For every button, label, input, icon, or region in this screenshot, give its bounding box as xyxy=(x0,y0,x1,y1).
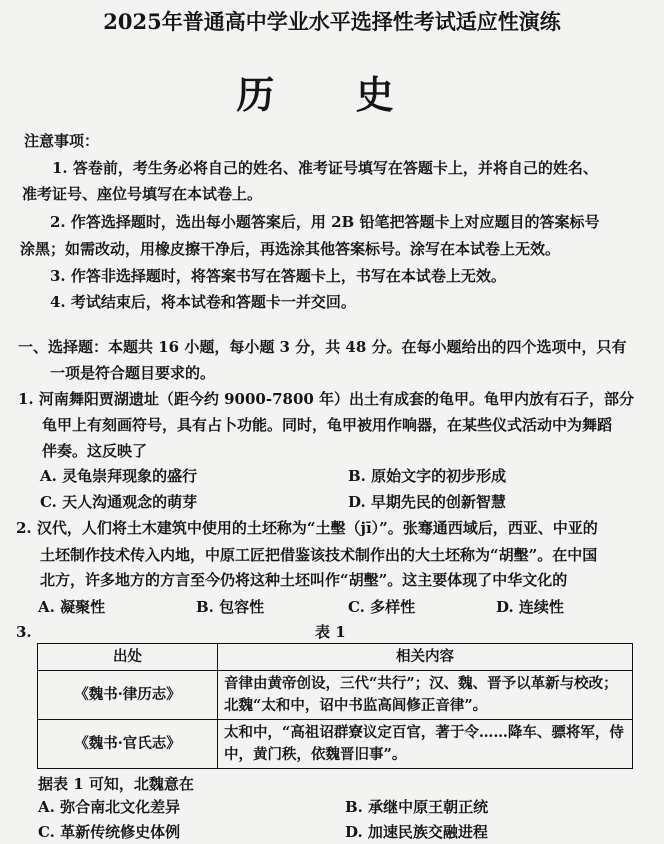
notice-heading: 注意事项： xyxy=(24,132,100,150)
q3-option-c: C. 革新传统修史体例 xyxy=(38,823,181,841)
question-2-text: 北方，许多地方的方言至今仍将这种土坯叫作“胡墼”。这主要体现了中华文化的 xyxy=(40,571,568,589)
notice-line: 4. 考试结束后，将本试卷和答题卡一并交回。 xyxy=(50,293,356,311)
q2-option-d: D. 连续性 xyxy=(496,598,564,616)
question-1-text: 伴奏。这反映了 xyxy=(42,442,148,460)
q3-option-d: D. 加速民族交融进程 xyxy=(345,823,488,841)
table-header: 出处 xyxy=(38,644,218,671)
q3-option-b: B. 承继中原王朝正统 xyxy=(345,798,489,816)
q1-option-d: D. 早期先民的创新智慧 xyxy=(348,493,506,511)
q1-option-c: C. 天人沟通观念的萌芽 xyxy=(40,493,198,511)
question-3-stem: 据表 1 可知，北魏意在 xyxy=(38,775,194,793)
question-2-text: 2. 汉代，人们将土木建筑中使用的土坯称为“土墼（jī）”。张骞通西域后，西亚、中亚的 xyxy=(16,519,598,537)
question-3-number: 3. xyxy=(16,623,32,641)
table-header: 相关内容 xyxy=(218,644,633,671)
notice-line: 1. 答卷前，考生务必将自己的姓名、准考证号填写在答题卡上，并将自己的姓名、 xyxy=(52,159,598,177)
q3-option-a: A. 弥合南北文化差异 xyxy=(38,798,181,816)
table-cell-content: 太和中，“高祖诏群寮议定百官，著于令……降车、骠将军，侍中，黄门秩，依魏晋旧事”。 xyxy=(218,720,633,769)
source-table xyxy=(37,643,633,769)
notice-line: 涂黑；如需改动，用橡皮擦干净后，再选涂其他答案标号。涂写在本试卷上无效。 xyxy=(20,240,561,258)
table-row xyxy=(38,671,633,720)
section-instructions: 一、选择题：本题共 16 小题，每小题 3 分，共 48 分。在每小题给出的四个选项中，只有 xyxy=(18,338,627,356)
exam-title: 2025年普通高中学业水平选择性考试适应性演练 xyxy=(103,9,561,34)
question-1-text: 1. 河南舞阳贾湖遗址（距今约 9000-7800 年）出土有成套的龟甲。龟甲内放有石子，部分 xyxy=(18,390,635,408)
q2-option-c: C. 多样性 xyxy=(348,598,416,616)
subject-title: 历 史 xyxy=(236,72,428,117)
table-cell-source: 《魏书·官氏志》 xyxy=(38,720,218,769)
q2-option-a: A. 凝聚性 xyxy=(38,598,106,616)
table-caption: 表 1 xyxy=(315,623,346,641)
q1-option-b: B. 原始文字的初步形成 xyxy=(348,467,507,485)
table-cell-source: 《魏书·律历志》 xyxy=(38,671,218,720)
question-1-text: 龟甲上有刻画符号，具有占卜功能。同时，龟甲被用作响器，在某些仪式活动中为舞蹈 xyxy=(42,416,613,434)
q2-option-b: B. 包容性 xyxy=(196,598,265,616)
notice-line: 3. 作答非选择题时，将答案书写在答题卡上，书写在本试卷上无效。 xyxy=(50,267,506,285)
q1-option-a: A. 灵龟崇拜现象的盛行 xyxy=(40,467,198,485)
notice-line: 2. 作答选择题时，选出每小题答案后，用 2B 铅笔把答题卡上对应题目的答案标号 xyxy=(50,213,600,231)
table-row xyxy=(38,720,633,769)
table-header-row xyxy=(38,644,633,671)
question-2-text: 土坯制作技术传入内地，中原工匠把借鉴该技术制作出的大土坯称为“胡墼”。在中国 xyxy=(40,546,598,564)
notice-line: 准考证号、座位号填写在本试卷上。 xyxy=(22,185,263,203)
table-cell-content: 音律由黄帝创设，三代“共行”；汉、魏、晋予以革新与校改；北魏“太和中，诏中书监高闾修正音律”。 xyxy=(218,671,633,720)
section-instructions: 一项是符合题目要求的。 xyxy=(50,364,216,382)
